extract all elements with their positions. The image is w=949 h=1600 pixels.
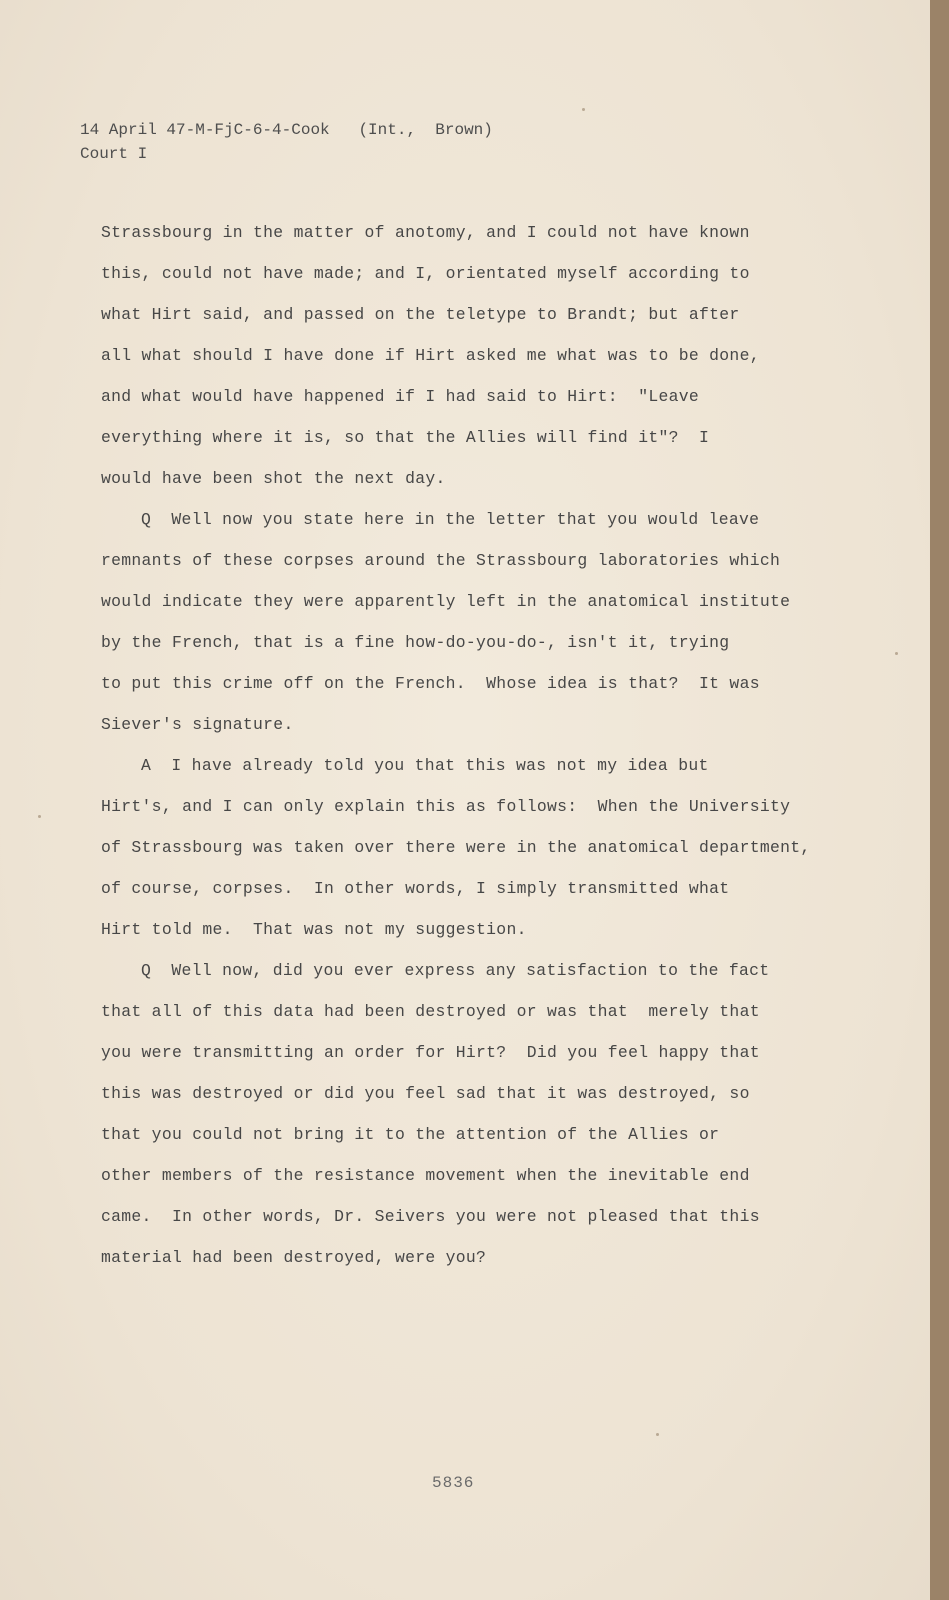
answer-line: A I have already told you that this was not my idea but: [141, 756, 709, 775]
text-line: of Strassbourg was taken over there were in the anatomical department,: [101, 838, 811, 857]
text-line: Siever's signature.: [101, 715, 294, 734]
text-line: everything where it is, so that the Allies will find it"? I: [101, 428, 710, 447]
text-line: you were transmitting an order for Hirt? Did you feel happy that: [101, 1043, 760, 1062]
text-line: of course, corpses. In other words, I simply transmitted what: [101, 879, 730, 898]
text-line: would indicate they were apparently left in the anatomical institute: [101, 592, 791, 611]
text-line: other members of the resistance movement when the inevitable end: [101, 1166, 750, 1185]
text-line: this, could not have made; and I, orientated myself according to: [101, 264, 750, 283]
text-line: Hirt told me. That was not my suggestion.: [101, 920, 527, 939]
text-line: would have been shot the next day.: [101, 469, 446, 488]
text-line: remnants of these corpses around the Strassbourg laboratories which: [101, 551, 781, 570]
text-line: what Hirt said, and passed on the teletype to Brandt; but after: [101, 305, 740, 324]
question-line: Q Well now, did you ever express any satisfaction to the fact: [141, 961, 770, 980]
document-header: [80, 118, 493, 166]
text-line: that you could not bring it to the attention of the Allies or: [101, 1125, 720, 1144]
header-case-reference: 14 April 47-M-FjC-6-4-Cook (Int., Brown): [80, 121, 493, 139]
text-line: came. In other words, Dr. Seivers you were not pleased that this: [101, 1207, 760, 1226]
page-number: 5836: [432, 1474, 475, 1492]
header-court: Court I: [80, 145, 148, 163]
text-line: and what would have happened if I had said to Hirt: "Leave: [101, 387, 700, 406]
text-line: Hirt's, and I can only explain this as follows: When the University: [101, 797, 791, 816]
question-line: Q Well now you state here in the letter that you would leave: [141, 510, 760, 529]
paper-speck: [895, 652, 898, 655]
paper-speck: [582, 108, 585, 111]
paper-speck: [38, 815, 41, 818]
text-line: Strassbourg in the matter of anotomy, and I could not have known: [101, 223, 750, 242]
paper-speck: [656, 1433, 659, 1436]
text-line: material had been destroyed, were you?: [101, 1248, 487, 1267]
text-line: that all of this data had been destroyed or was that merely that: [101, 1002, 760, 1021]
text-line: to put this crime off on the French. Whose idea is that? It was: [101, 674, 760, 693]
text-line: by the French, that is a fine how-do-you-do-, isn't it, trying: [101, 633, 730, 652]
text-line: this was destroyed or did you feel sad that it was destroyed, so: [101, 1084, 750, 1103]
text-line: all what should I have done if Hirt asked me what was to be done,: [101, 346, 760, 365]
